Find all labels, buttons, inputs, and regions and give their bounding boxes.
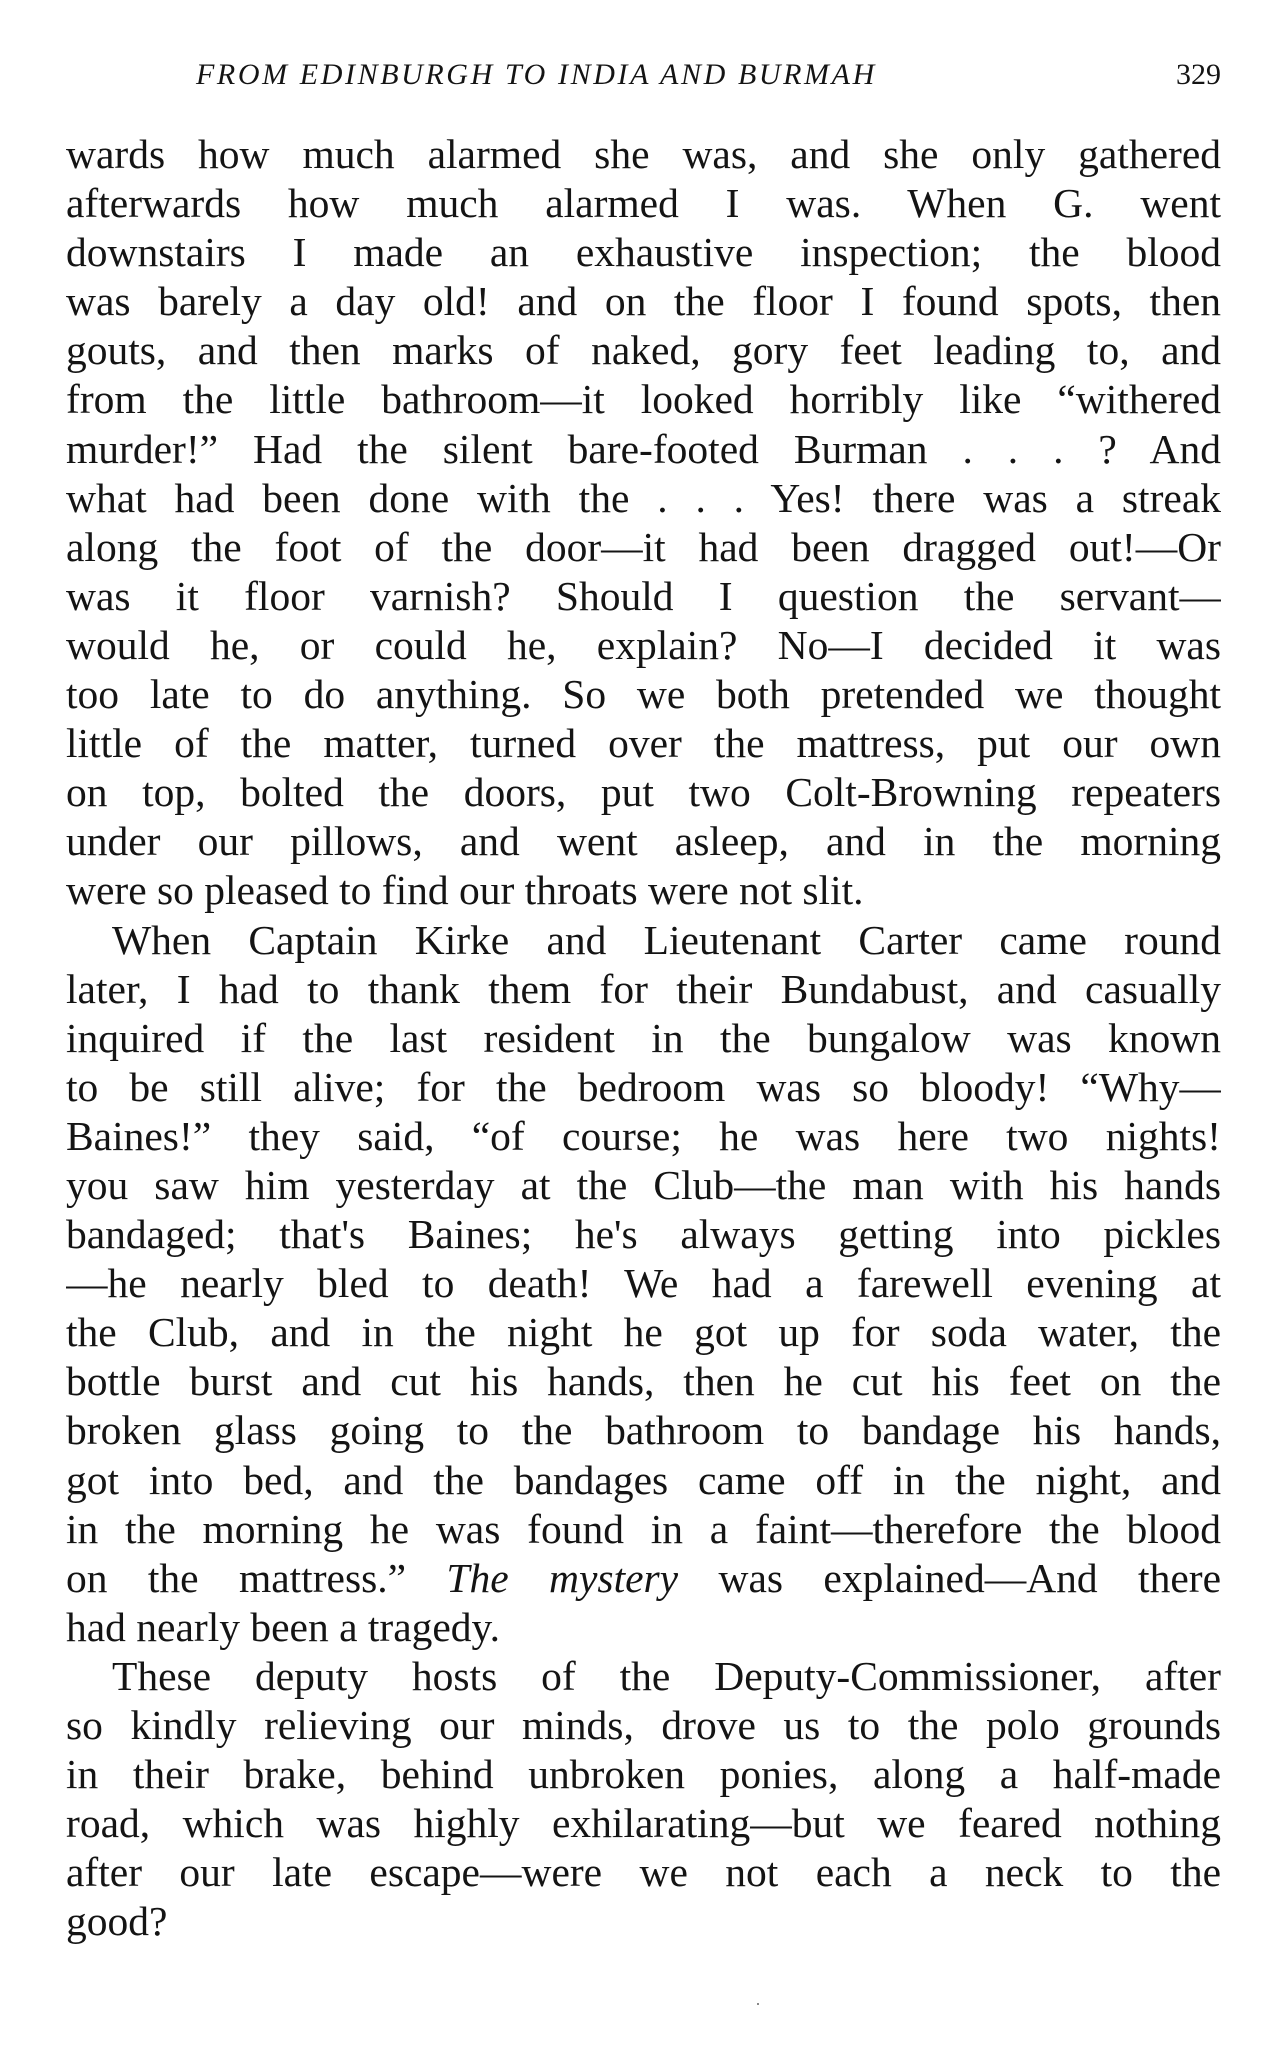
text-line: in the morning he was found in a faint—therefore the blood — [66, 1505, 1221, 1552]
text-line: the Club, and in the night he got up for soda water, the — [66, 1309, 1221, 1356]
text-line: would he, or could he, explain? No—I decided it was — [66, 621, 1221, 668]
text-line: to be still alive; for the bedroom was so bloody! “Why— — [66, 1063, 1221, 1110]
text-line: These deputy hosts of the Deputy-Commissioner, after — [112, 1652, 1221, 1699]
paragraph-2 — [66, 916, 1221, 1652]
text-line: after our late escape—were we not each a neck to the — [66, 1849, 1221, 1896]
text-line: downstairs I made an exhaustive inspection; the blood — [66, 229, 1221, 276]
running-header — [66, 58, 1221, 102]
text-line: on top, bolted the doors, put two Colt-Browning repeaters — [66, 769, 1221, 816]
text-segment: was explained—And there — [718, 1554, 1221, 1601]
text-line: Baines!” they said, “of course; he was here two nights! — [66, 1112, 1221, 1159]
text-line: murder!” Had the silent bare-footed Burman . . . ? And — [66, 425, 1221, 472]
body-text — [66, 130, 1221, 1946]
paragraph-1 — [66, 130, 1221, 916]
running-title: FROM EDINBURGH TO INDIA AND BURMAH — [196, 58, 877, 91]
text-line: afterwards how much alarmed I was. When G. went — [66, 180, 1221, 227]
text-line: was it floor varnish? Should I question the servant— — [66, 572, 1221, 619]
text-line: got into bed, and the bandages came off in the night, and — [66, 1456, 1221, 1503]
text-line: had nearly been a tragedy. — [66, 1603, 500, 1650]
text-line: so kindly relieving our minds, drove us to the polo grounds — [66, 1702, 1221, 1748]
text-line: in their brake, behind unbroken ponies, along a half-made — [66, 1751, 1221, 1798]
text-line: too late to do anything. So we both pretended we thought — [66, 671, 1221, 718]
text-line: what had been done with the . . . Yes! there was a streak — [66, 474, 1221, 521]
page-number: 329 — [1176, 58, 1221, 91]
text-segment: on the mattress.” — [66, 1554, 407, 1601]
text-line: broken glass going to the bathroom to bandage his hands, — [66, 1407, 1221, 1454]
text-line: bottle burst and cut his hands, then he cut his feet on the — [66, 1358, 1221, 1405]
text-line: from the little bathroom—it looked horribly like “withered — [66, 376, 1221, 423]
text-line: good? — [66, 1898, 168, 1945]
text-line: bandaged; that's Baines; he's always getting into pickles — [66, 1211, 1221, 1258]
italic-phrase: The mystery — [446, 1554, 679, 1601]
text-line: you saw him yesterday at the Club—the man with his hands — [66, 1161, 1221, 1208]
text-line: along the foot of the door—it had been dragged out!—Or — [66, 523, 1221, 570]
text-line: gouts, and then marks of naked, gory feet leading to, and — [66, 327, 1221, 374]
text-line: later, I had to thank them for their Bundabust, and casually — [66, 965, 1221, 1012]
text-line: road, which was highly exhilarating—but we feared nothing — [66, 1800, 1221, 1847]
text-line: under our pillows, and went asleep, and in the morning — [66, 818, 1221, 865]
text-line: was barely a day old! and on the floor I found spots, then — [66, 278, 1221, 325]
paragraph-3 — [66, 1652, 1221, 1947]
text-line: wards how much alarmed she was, and she only gathered — [66, 131, 1221, 177]
text-line: —he nearly bled to death! We had a farewell evening at — [66, 1260, 1221, 1307]
text-line: inquired if the last resident in the bungalow was known — [66, 1014, 1221, 1061]
text-line: When Captain Kirke and Lieutenant Carter came round — [112, 916, 1221, 963]
text-line: little of the matter, turned over the mattress, put our own — [66, 720, 1221, 767]
paper-speck — [757, 2003, 759, 2005]
text-line: were so pleased to find our throats were not slit. — [66, 867, 864, 914]
text-line-with-italic — [66, 1554, 1221, 1603]
